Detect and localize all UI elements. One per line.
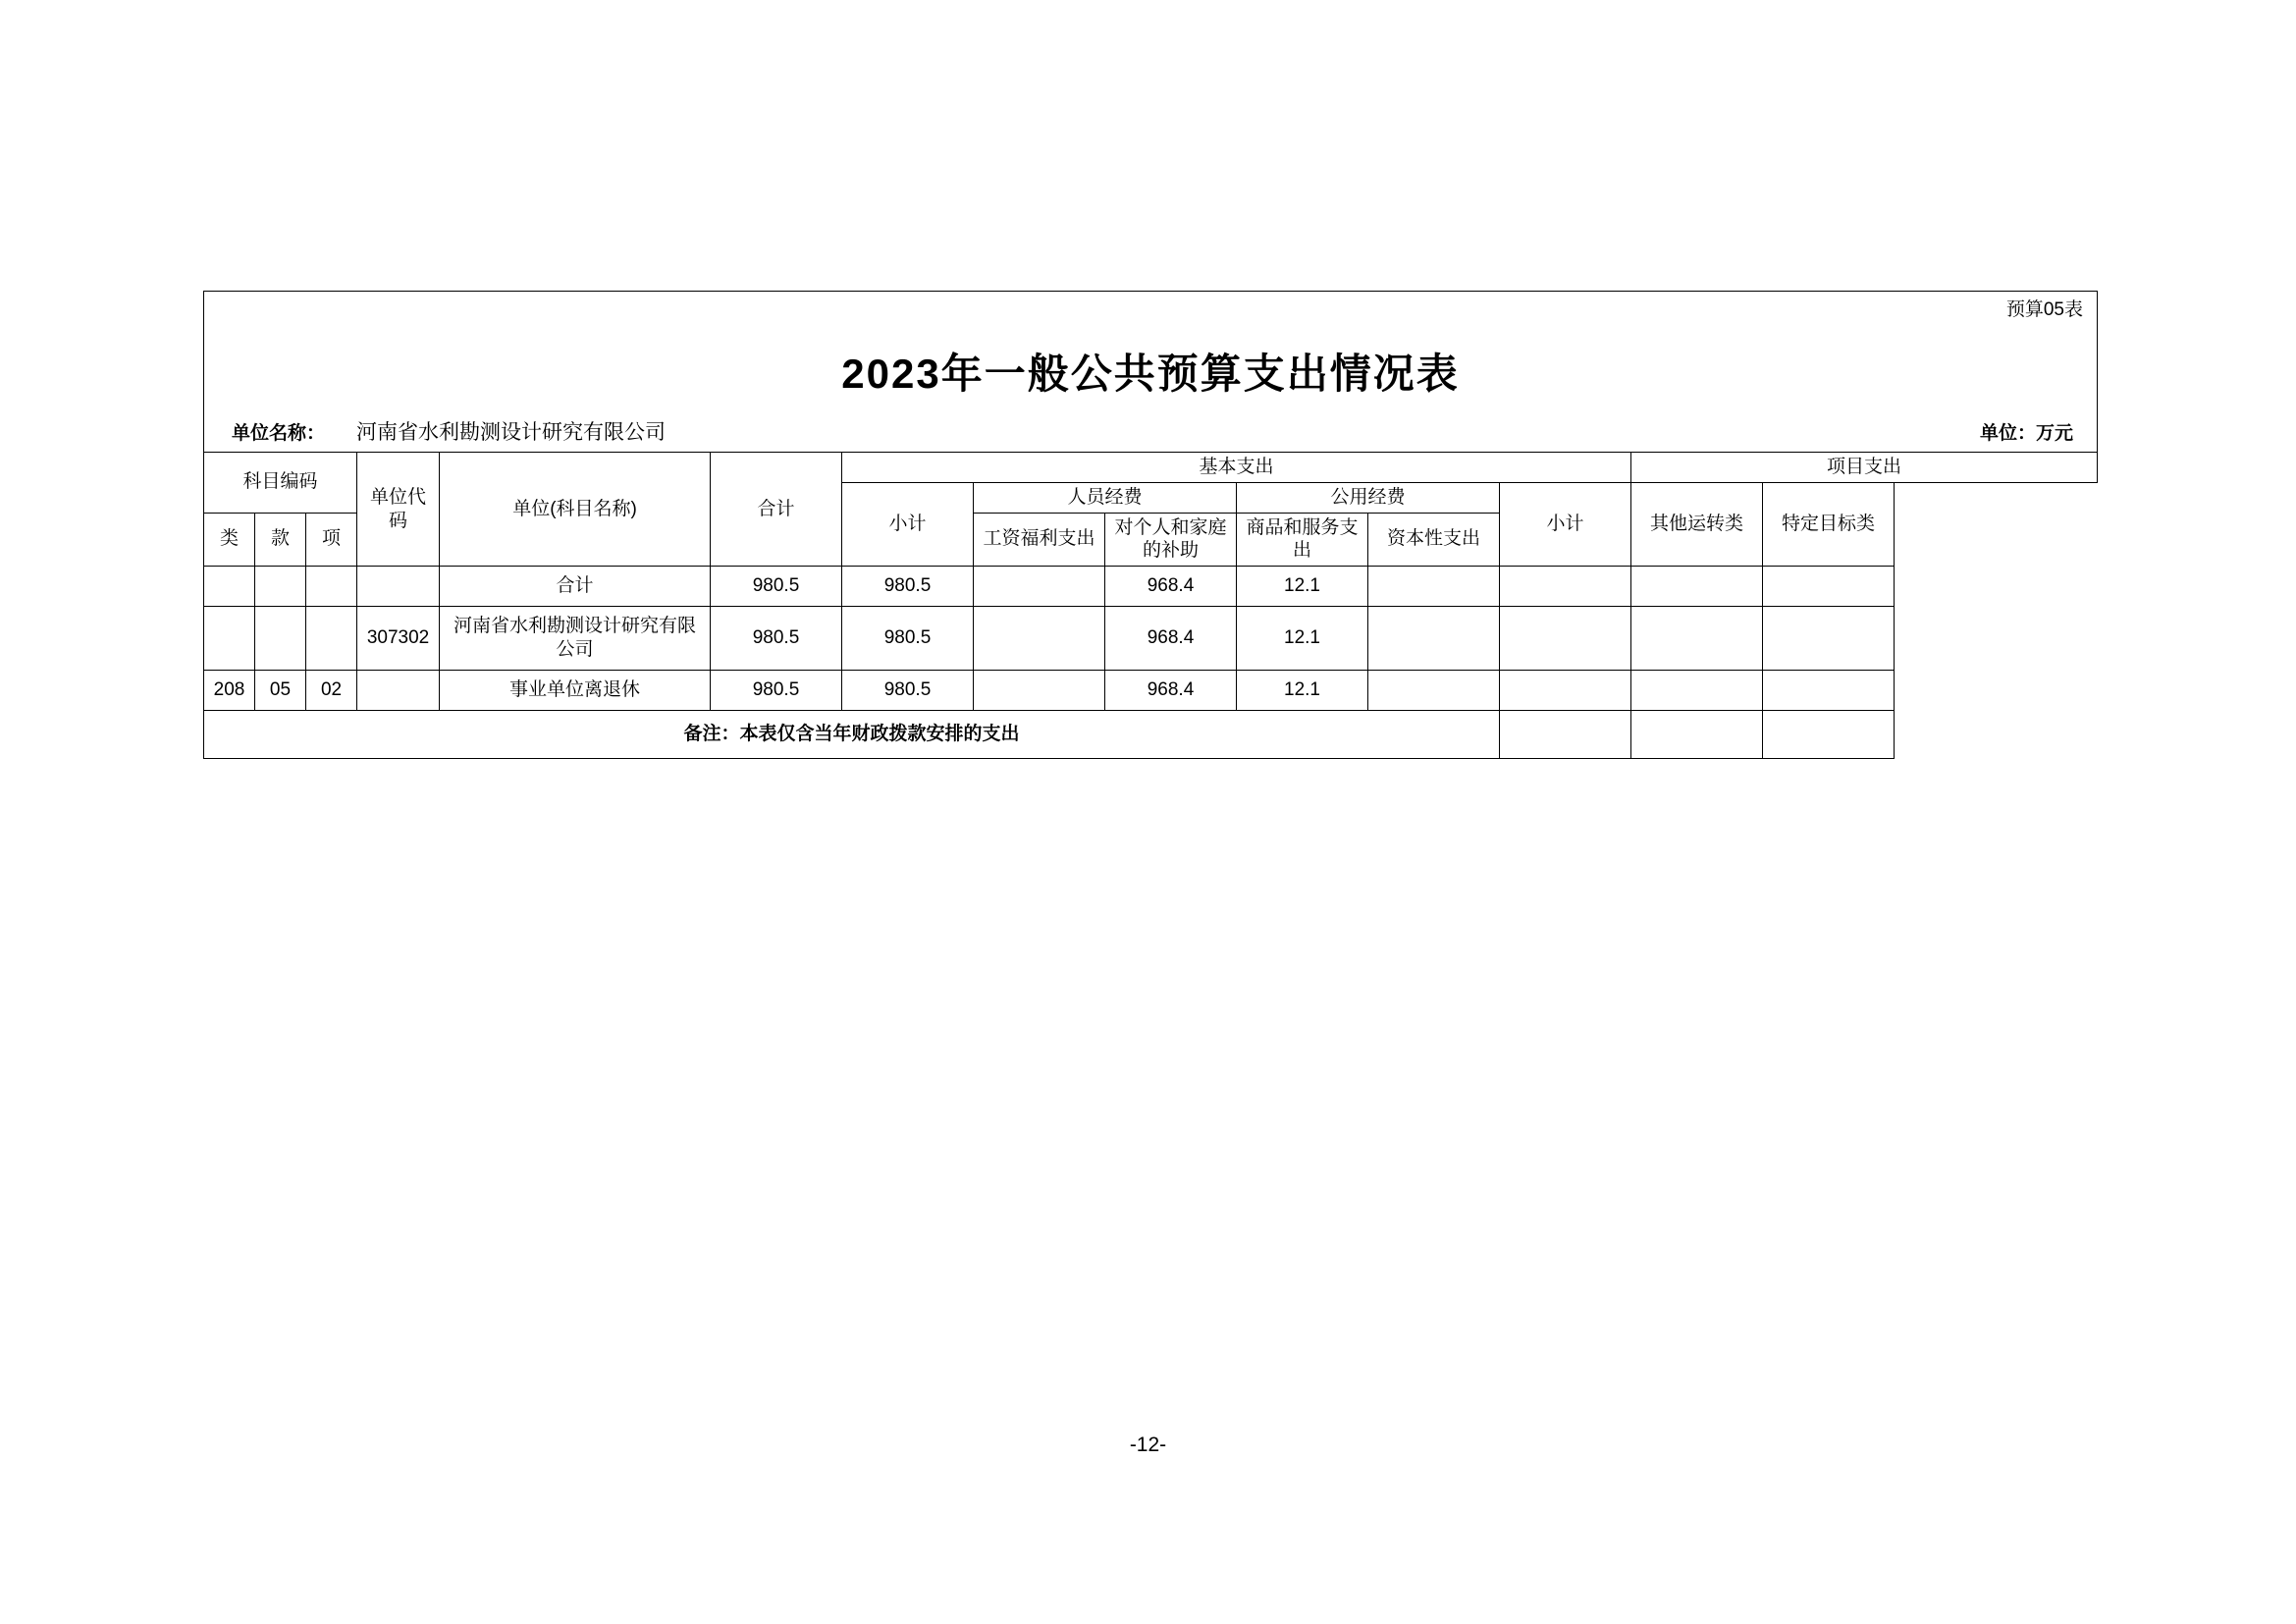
cell-other-operating — [1631, 567, 1763, 607]
cell-goods-services: 12.1 — [1237, 607, 1368, 671]
cell-specific-target — [1763, 567, 1895, 607]
cell-section: 05 — [255, 671, 306, 711]
header-row-1 — [204, 453, 2098, 483]
header-project-expenditure: 项目支出 — [1631, 453, 2098, 483]
note-filler-2 — [1631, 711, 1763, 759]
cell-class: 208 — [204, 671, 255, 711]
page-title: 2023年一般公共预算支出情况表 — [841, 351, 1460, 397]
cell-capital — [1368, 607, 1500, 671]
cell-salary-welfare — [974, 671, 1105, 711]
header-other-operating: 其他运转类 — [1631, 482, 1763, 566]
cell-salary-welfare — [974, 607, 1105, 671]
note-filler-1 — [1500, 711, 1631, 759]
header-unit-name: 单位(科目名称) — [440, 453, 711, 567]
header-class: 类 — [204, 513, 255, 567]
cell-basic-subtotal: 980.5 — [842, 671, 974, 711]
header-goods-services: 商品和服务支出 — [1237, 513, 1368, 567]
cell-basic-subtotal: 980.5 — [842, 567, 974, 607]
cell-salary-welfare — [974, 567, 1105, 607]
cell-subsidy: 968.4 — [1105, 671, 1237, 711]
cell-unit-code: 307302 — [357, 607, 440, 671]
table-row — [204, 567, 2098, 607]
cell-total: 980.5 — [711, 607, 842, 671]
cell-name: 事业单位离退休 — [440, 671, 711, 711]
header-basic-expenditure: 基本支出 — [842, 453, 1631, 483]
cell-subsidy: 968.4 — [1105, 607, 1237, 671]
meta-row — [203, 408, 2098, 452]
cell-capital — [1368, 671, 1500, 711]
header-unit-code: 单位代码 — [357, 453, 440, 567]
cell-specific-target — [1763, 671, 1895, 711]
cell-goods-services: 12.1 — [1237, 567, 1368, 607]
cell-goods-services: 12.1 — [1237, 671, 1368, 711]
note-filler-3 — [1763, 711, 1895, 759]
cell-capital — [1368, 567, 1500, 607]
table-row — [204, 607, 2098, 671]
title-row — [203, 328, 2098, 408]
cell-other-operating — [1631, 607, 1763, 671]
note-row — [204, 711, 2098, 759]
cell-section — [255, 567, 306, 607]
page-number: -12- — [1129, 1434, 1167, 1456]
header-personnel-cost: 人员经费 — [974, 482, 1237, 513]
cell-class — [204, 607, 255, 671]
cell-item: 02 — [306, 671, 357, 711]
note-label: 备注： — [683, 724, 740, 745]
table-row — [204, 671, 2098, 711]
note-text: 本表仅含当年财政拨款安排的支出 — [739, 724, 1020, 745]
form-tag: 预算05表 — [203, 291, 2098, 328]
cell-name: 河南省水利勘测设计研究有限公司 — [440, 607, 711, 671]
cell-name: 合计 — [440, 567, 711, 607]
currency-unit-label: 单位：万元 — [1979, 423, 2073, 444]
cell-subsidy: 968.4 — [1105, 567, 1237, 607]
header-total: 合计 — [711, 453, 842, 567]
cell-specific-target — [1763, 607, 1895, 671]
cell-class — [204, 567, 255, 607]
header-public-cost: 公用经费 — [1237, 482, 1500, 513]
cell-project-subtotal — [1500, 567, 1631, 607]
header-capital-expenditure: 资本性支出 — [1368, 513, 1500, 567]
cell-total: 980.5 — [711, 671, 842, 711]
cell-unit-code — [357, 567, 440, 607]
header-item: 项 — [306, 513, 357, 567]
note-cell — [204, 711, 1500, 759]
header-subsidy-individual-family: 对个人和家庭的补助 — [1105, 513, 1237, 567]
unit-name-value: 河南省水利勘测设计研究有限公司 — [356, 421, 666, 444]
header-project-subtotal: 小计 — [1500, 482, 1631, 566]
unit-name-label: 单位名称： — [232, 423, 326, 444]
header-subject-code: 科目编码 — [204, 453, 357, 514]
header-specific-target: 特定目标类 — [1763, 482, 1895, 566]
cell-project-subtotal — [1500, 607, 1631, 671]
cell-total: 980.5 — [711, 567, 842, 607]
cell-section — [255, 607, 306, 671]
header-salary-welfare: 工资福利支出 — [974, 513, 1105, 567]
cell-item — [306, 567, 357, 607]
cell-other-operating — [1631, 671, 1763, 711]
cell-project-subtotal — [1500, 671, 1631, 711]
cell-item — [306, 607, 357, 671]
cell-basic-subtotal: 980.5 — [842, 607, 974, 671]
cell-unit-code — [357, 671, 440, 711]
header-section: 款 — [255, 513, 306, 567]
header-basic-subtotal: 小计 — [842, 482, 974, 566]
budget-sheet — [203, 291, 2098, 759]
budget-table — [203, 452, 2098, 759]
